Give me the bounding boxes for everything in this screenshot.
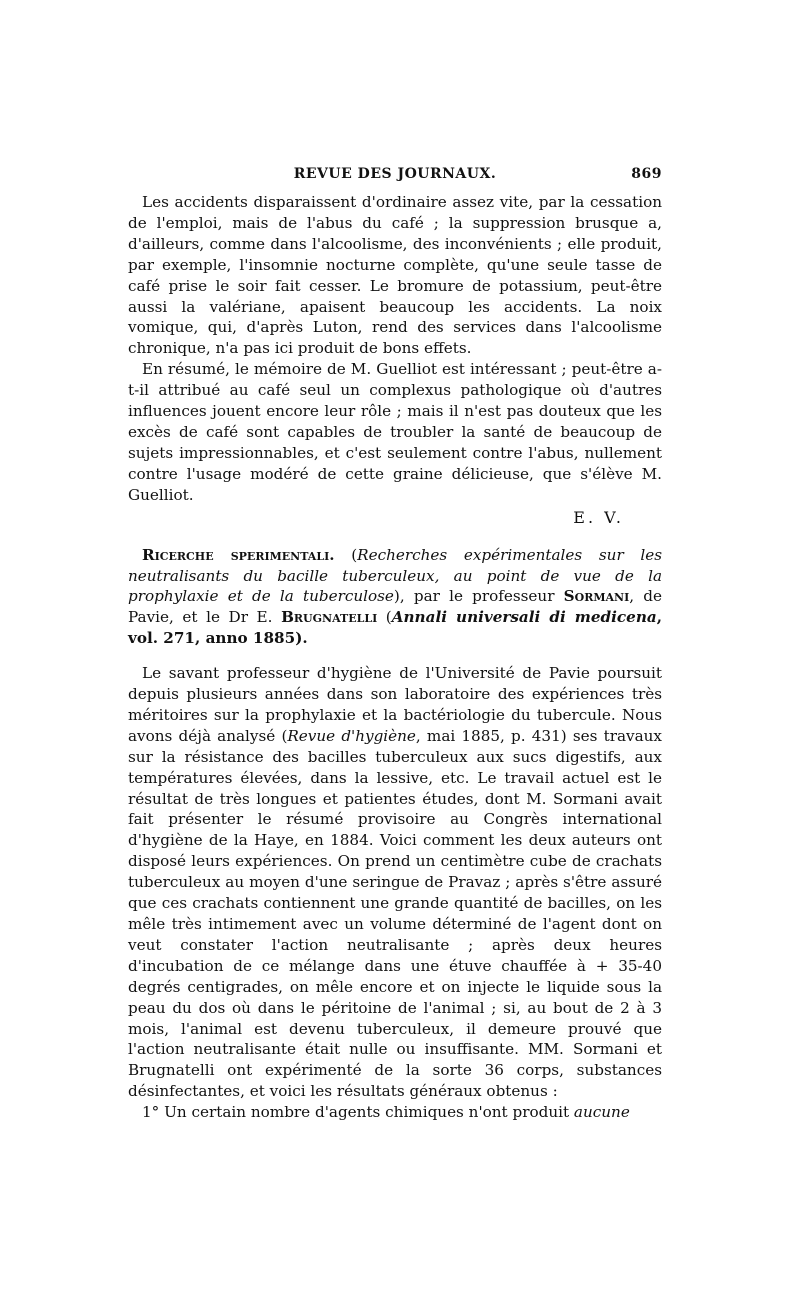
page <box>128 166 662 1123</box>
author-signature: E. V. <box>573 507 624 527</box>
paragraph-resume: En résumé, le mémoire de M. Guelliot est intéressant ; peut-être a-t-il attribué au café seul un complexus pathologique où d'autres influences jouent encore leur rôle ; mais il n'est pas douteux que les excès de café sont capables de troubler la santé de beaucoup de sujets impressionnables, et c'est seulement contre l'abus, nullement contre l'usage modéré de cette graine délicieuse, que s'élève M. Guelliot. <box>128 360 662 504</box>
article-subtitle: Recherches expérimentales sur les neutralisants du bacille tuberculeux, au point de vue de la prophylaxie et de la tuberculose <box>128 545 663 606</box>
paragraph-results-start: 1° Un certain nombre d'agents chimiques n'ont produit <box>142 1103 574 1122</box>
source-open: ( <box>377 608 392 627</box>
article-citation <box>128 545 662 650</box>
paragraph-experiments <box>128 663 662 1102</box>
section-gap <box>128 649 662 663</box>
source-close: , vol. 271, anno 1885). <box>128 608 662 648</box>
paragraph-experiments-start: Le savant professeur d'hygiène de l'Université de Pavie poursuit depuis plusieurs années dans son laboratoire des expériences très méritoires sur la prophylaxie et la bactériologie du tubercule. Nous avons déjà analysé ( <box>128 664 662 745</box>
running-title: REVUE DES JOURNAUX. <box>293 166 497 182</box>
article-subtitle-close: ), par le professeur <box>393 587 564 606</box>
author-brugnatelli: Brugnatelli <box>281 608 378 627</box>
article-subtitle-open: ( <box>351 545 358 564</box>
paragraph-experiments-rest: , mai 1885, p. 431) ses travaux sur la résistance des bacilles tuberculeux aux sucs digestifs, aux températures élevées, dans la lessive, etc. Le travail actuel est le résultat de très longues et patientes études, dont M. Sormani avait fait présenter le résumé provisoire au Congrès international d'hygiène de la Haye, en 1884. Voici comment les deux auteurs ont disposé leurs expériences. On prend un centimètre cube de crachats tuberculeux au moyen d'une seringue de Pravaz ; après s'être assuré que ces crachats contiennent une grande quantité de bacilles, on les mêle très intimement avec un volume déterminé de l'agent dont on veut constater l'action neutralisante ; après deux heures d'incubation de ce mélange dans une étuve chauffée à + 35-40 degrés centigrades, on mêle encore et on injecte le liquide sous la peau du dos où dans le péritoine de l'animal ; si, au bout de 2 à 3 mois, l'animal est devenu tuberculeux, il demeure prouvé que l'action neutralisante était nulle ou insuffisante. MM. Sormani et Brugnatelli ont expérimenté de la sorte 36 corps, substances désinfectantes, et voici les résultats généraux obtenus : <box>128 726 662 1101</box>
paragraph-results-italic: aucune <box>573 1103 630 1122</box>
source-journal: Annali universali di medicena <box>391 608 657 627</box>
running-header <box>128 166 662 192</box>
author-sormani: Sormani <box>563 587 630 606</box>
page-number: 869 <box>631 166 662 182</box>
article-heading: Ricerche sperimentali. <box>142 545 335 564</box>
paragraph-results <box>128 1102 662 1123</box>
revue-hygiene-ref: Revue d'hygiène <box>287 726 416 745</box>
paragraph-accidents: Les accidents disparaissent d'ordinaire assez vite, par la cessation de l'emploi, mais de l'abus du café ; la suppression brusque a, d'ailleurs, comme dans l'alcoolisme, des inconvénients ; elle produit, par exemple, l'insomnie nocturne complète, qu'une seule tasse de café prise le soir fait cesser. Le bromure de potassium, peut-être aussi la valériane, apaisent beaucoup les accidents. La noix vomique, qui, d'après Luton, rend des services dans l'alcoolisme chronique, n'a pas ici produit de bons effets. <box>128 193 662 358</box>
author-connector: , de Pavie, et le Dr E. <box>128 587 662 627</box>
